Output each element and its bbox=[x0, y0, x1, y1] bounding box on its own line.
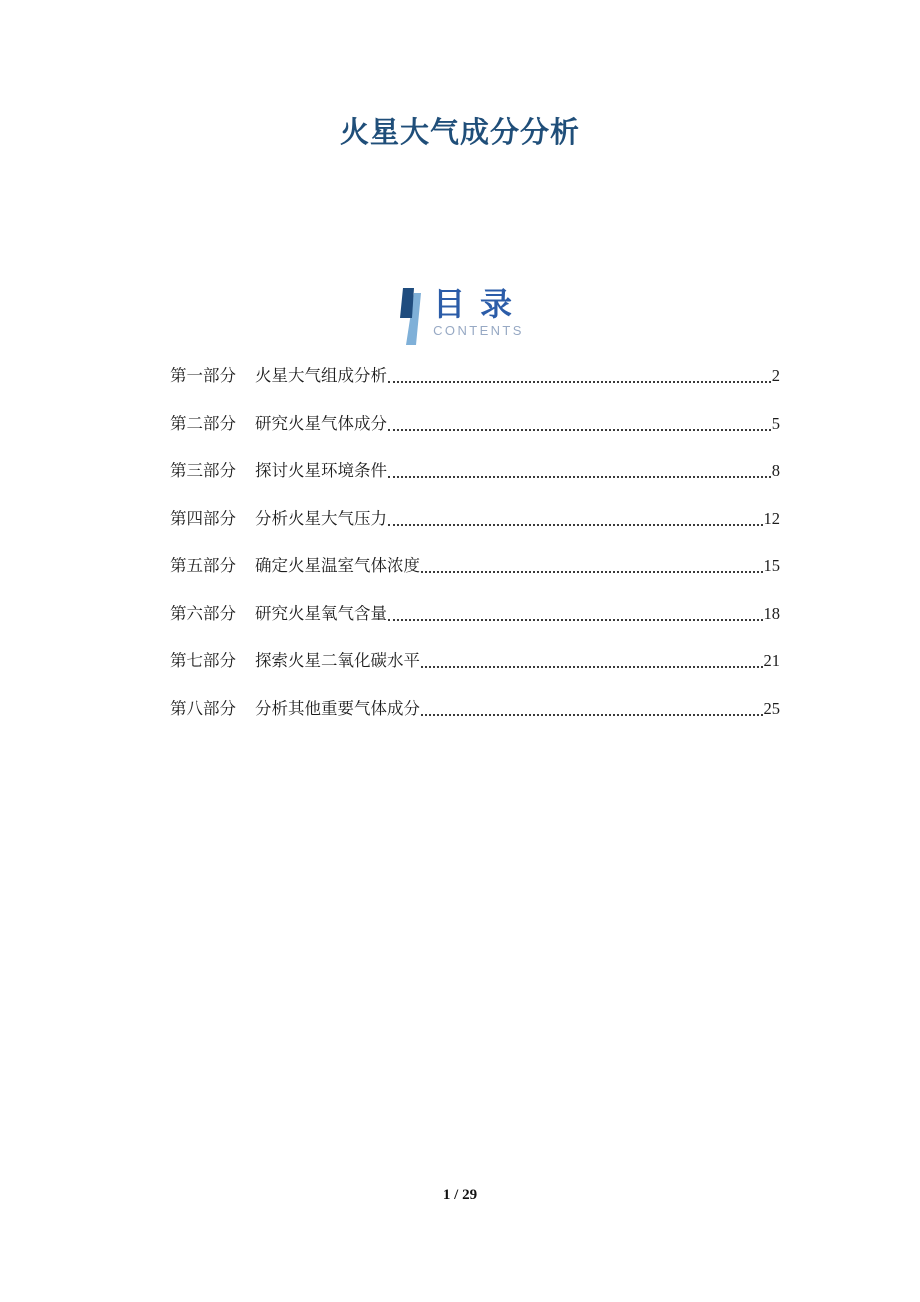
toc-entry bbox=[170, 461, 780, 481]
toc-section-title: 探索火星二氧化碳水平 bbox=[255, 651, 420, 670]
toc-dot-leader bbox=[388, 619, 763, 621]
toc-section-title: 研究火星气体成分 bbox=[255, 413, 387, 433]
toc-section-title: 确定火星温室气体浓度 bbox=[255, 556, 420, 575]
toc-entry bbox=[170, 509, 780, 529]
toc-chapter-label: 第六部分 bbox=[170, 603, 236, 623]
toc-dot-leader bbox=[421, 714, 763, 716]
toc-page-number: 21 bbox=[763, 651, 780, 670]
toc-chapter-label: 第八部分 bbox=[170, 698, 236, 718]
toc-subheading: CONTENTS bbox=[433, 323, 524, 338]
toc-page-number: 18 bbox=[763, 603, 780, 623]
toc-chapter-label: 第三部分 bbox=[170, 461, 236, 480]
toc-entry bbox=[170, 699, 780, 719]
toc-dot-leader bbox=[388, 476, 771, 478]
toc-dot-leader bbox=[421, 666, 763, 668]
toc-section-title: 探讨火星环境条件 bbox=[255, 461, 387, 480]
toc-section-title: 火星大气组成分析 bbox=[255, 366, 387, 385]
page-number-indicator: 1 / 29 bbox=[442, 1187, 478, 1203]
toc-page-number: 15 bbox=[763, 556, 780, 575]
toc-page-number: 25 bbox=[763, 698, 780, 718]
toc-chapter-label: 第五部分 bbox=[170, 556, 236, 575]
toc-list bbox=[170, 366, 780, 746]
toc-header bbox=[0, 283, 920, 349]
document-title: 火星大气成分分析 bbox=[339, 117, 580, 149]
toc-chapter-label: 第二部分 bbox=[170, 413, 236, 433]
toc-page-number: 12 bbox=[763, 508, 780, 528]
toc-chapter-label: 第一部分 bbox=[170, 366, 236, 385]
toc-ribbon-mark-icon bbox=[396, 283, 426, 349]
toc-entry bbox=[170, 366, 780, 386]
toc-entry bbox=[170, 556, 780, 576]
toc-header-text bbox=[433, 283, 524, 338]
toc-chapter-label: 第四部分 bbox=[170, 508, 236, 528]
toc-entry bbox=[170, 604, 780, 624]
toc-dot-leader bbox=[388, 381, 771, 383]
toc-section-title: 研究火星氧气含量 bbox=[255, 603, 387, 623]
toc-page-number: 5 bbox=[771, 413, 780, 433]
toc-section-title: 分析火星大气压力 bbox=[255, 508, 387, 528]
toc-dot-leader bbox=[388, 524, 763, 526]
toc-page-number: 2 bbox=[771, 366, 780, 385]
toc-section-title: 分析其他重要气体成分 bbox=[255, 698, 420, 718]
toc-entry bbox=[170, 414, 780, 434]
toc-entry bbox=[170, 651, 780, 671]
toc-dot-leader bbox=[388, 429, 771, 431]
toc-dot-leader bbox=[421, 571, 763, 573]
toc-page-number: 8 bbox=[771, 461, 780, 480]
toc-heading: 目 录 bbox=[433, 286, 516, 322]
toc-chapter-label: 第七部分 bbox=[170, 651, 236, 670]
